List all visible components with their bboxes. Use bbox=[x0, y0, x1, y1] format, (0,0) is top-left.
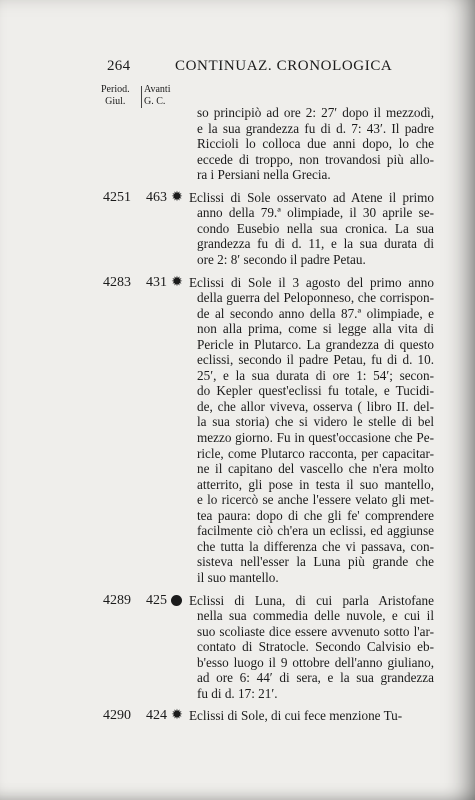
entry-text-line: ne il capitano del vascello che n'era molto bbox=[197, 461, 434, 477]
column-header-bc-line2: G. C. bbox=[144, 96, 166, 107]
sun-eclipse-icon: ✹ bbox=[171, 189, 183, 205]
entry-text-line: Eclissi di Sole il 3 agosto del primo anno bbox=[189, 274, 434, 290]
entry-text-line: Eclissi di Sole osservato ad Atene il primo bbox=[189, 189, 434, 205]
year-before-christ: 425 bbox=[146, 592, 167, 608]
column-header-bc-line1: Avanti bbox=[144, 84, 171, 95]
column-divider bbox=[141, 86, 142, 108]
entry-text-line: anno della 79.ª olimpiade, il 30 aprile se- bbox=[197, 205, 434, 221]
entry-text-line: de, che allor viveva, osserva ( libro II. del- bbox=[197, 398, 434, 414]
entry-text-line: ad ore 6: 44′ di sera, e la sua grandezza bbox=[197, 670, 434, 686]
entry-text-line: Eclissi di Luna, di cui parla Aristofane bbox=[189, 592, 434, 608]
entry-text-line: 25′, e la sua durata di ore 1: 54′; secon- bbox=[197, 367, 434, 383]
entry-text-line: condo Eusebio nella sua cronica. La sua bbox=[197, 220, 434, 236]
year-before-christ: 463 bbox=[146, 189, 167, 205]
entry-text-line: che tutta la differenza che vi passava, con- bbox=[197, 538, 434, 554]
running-title: CONTINUAZ. CRONOLOGICA bbox=[175, 58, 393, 74]
entry-text-line: sisteva nell'esser la Luna più grande che bbox=[197, 554, 434, 570]
entry-text-line: Pericle in Plutarco. La grandezza di questo bbox=[197, 336, 434, 352]
entry-text-line: tea paura: dopo di che gli fe' comprendere bbox=[197, 507, 434, 523]
year-before-christ: 431 bbox=[146, 274, 167, 290]
entry-text-line: fu di d. 17: 21′. bbox=[197, 685, 278, 701]
entry-text-line: eclissi, secondo il padre Petau, fu di d. 10. bbox=[197, 352, 434, 368]
entry-text-line: nella sua commedia delle nuvole, e cui il bbox=[197, 608, 434, 624]
sun-eclipse-icon: ✹ bbox=[171, 274, 183, 290]
entry-text-line: b'esso luogo il 9 ottobre dell'anno giuliano, bbox=[197, 654, 434, 670]
moon-eclipse-icon bbox=[171, 595, 182, 606]
entry-text-line: e lo ricercò se anche l'essere velato gli met- bbox=[197, 492, 434, 508]
entry-text-line: mezzo giorno. Fu in quest'occasione che Pe- bbox=[197, 430, 434, 445]
entry-text-line: do Kepler quest'eclissi fu totale, e Tucidi- bbox=[197, 383, 434, 399]
column-header-julian-period bbox=[101, 84, 130, 108]
entry-text-line: e la sua grandezza fu di d. 7: 43′. Il padre bbox=[197, 120, 434, 136]
entry-text-line: ricle, come Plutarco racconta, per capacitar- bbox=[197, 445, 434, 461]
entry-text-line: eccede di troppo, non trovandosi più allo- bbox=[197, 151, 434, 167]
entry-text-line: Riccioli lo colloca due anni dopo, lo che bbox=[197, 136, 434, 152]
entry-text-line: il suo mantello. bbox=[197, 569, 279, 585]
column-header-julian-line2: Giul. bbox=[105, 96, 126, 107]
entry-text-line: ra i Persiani nella Grecia. bbox=[197, 167, 331, 183]
entry-text-line: Eclissi di Sole, di cui fece menzione Tu- bbox=[189, 708, 403, 724]
julian-period-year: 4290 bbox=[103, 708, 131, 724]
entry-text-line: non alla prima, come si legge alla vita di bbox=[197, 321, 434, 337]
entry-text-line: atterrito, gli pose in testa il suo mantello, bbox=[197, 476, 434, 492]
entry-text-line: suo scoliaste dice essere avvenuto sotto l'ar- bbox=[197, 623, 434, 639]
column-header-julian-line1: Period. bbox=[101, 84, 130, 95]
entry-text-line: la sua storia) che si videro le stelle di bel bbox=[197, 414, 434, 430]
entry-text-line: facilmente ciò ch'era un eclissi, ed aggiunse bbox=[197, 523, 434, 539]
entry-text-line: so principiò ad ore 2: 27′ dopo il mezzodì, bbox=[197, 105, 434, 120]
sun-eclipse-icon: ✹ bbox=[171, 708, 183, 724]
column-header-before-christ bbox=[144, 84, 170, 108]
julian-period-year: 4251 bbox=[103, 189, 131, 205]
entry-text-line: de al secondo anno della 87.ª olimpiade, e bbox=[197, 305, 434, 321]
julian-period-year: 4283 bbox=[103, 274, 131, 290]
entry-text-line: ore 2: 8′ secondo il padre Petau. bbox=[197, 251, 366, 267]
entry-text-line: della guerra del Peloponneso, che corrispon- bbox=[197, 290, 434, 306]
entry-text-line: grandezza fu di d. 11, e la sua durata di bbox=[197, 236, 434, 252]
julian-period-year: 4289 bbox=[103, 592, 131, 608]
year-before-christ: 424 bbox=[146, 708, 167, 724]
page-number: 264 bbox=[107, 58, 131, 74]
entry-text-line: contato di Stratocle. Secondo Calvisio eb- bbox=[197, 639, 434, 655]
